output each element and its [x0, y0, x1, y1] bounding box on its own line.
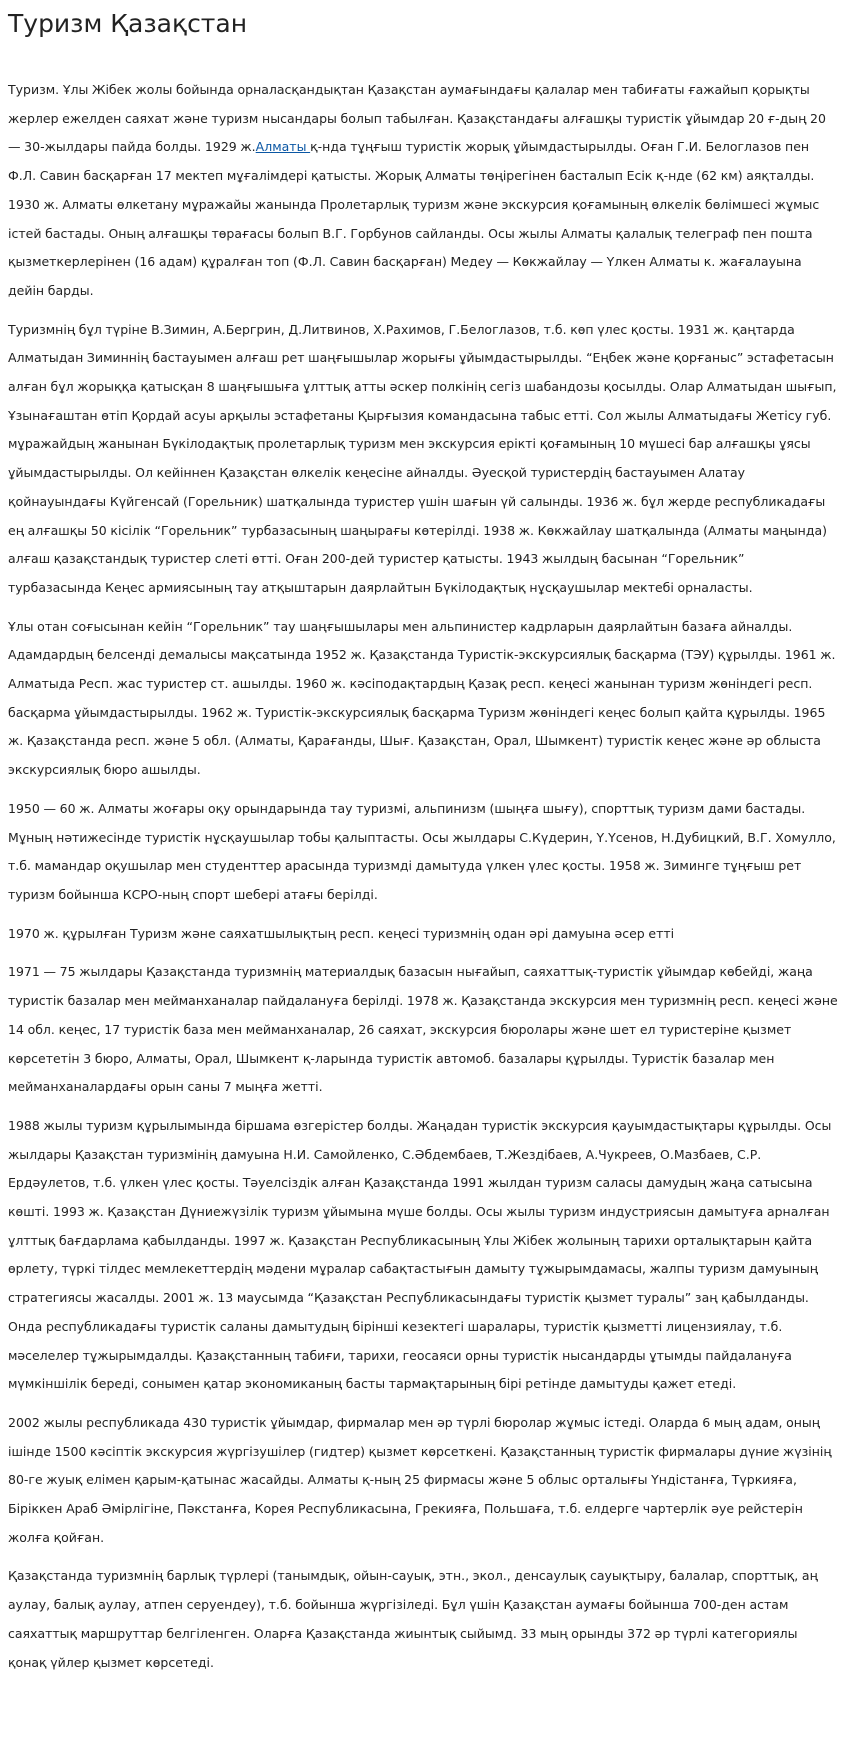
paragraph-8: 2002 жылы республикада 430 туристік ұйымдар, фирмалар мен әр түрлі бюролар жұмыс істеді. Оларда 6 мың адам, оның ішінде 1500 кәсіптік экскурсия жүргізушілер (гидтер) қызмет көрсеткені. Қазақстанның туристік фирмалары дүние жүзінің 80-ге жуық елімен қарым-қатынас жасайды. Алматы қ-ның 25 фирмасы және 5 облыс орталығы Үндістанға, Түркияға, Біріккен Араб Әмірлігіне, Пәкстанға, Корея Республикасына, Грекияға, Польшаға, т.б. елдерге чартерлік әуе рейстерін жолға қойған. — [8, 1414, 832, 1545]
article-body — [8, 76, 839, 1677]
paragraph-3: Ұлы отан соғысынан кейін “Горельник” тау шаңғышылары мен альпинистер кадрларын даярлайтын базаға айналды. Адамдардың белсенді демалысы мақсатында 1952 ж. Қазақстанда Туристік-экскурсиялық басқарма (ТЭУ) құрылды. 1961 ж. Алматыда Респ. жас туристер ст. ашылды. 1960 ж. кәсіподақтардың Қазақ респ. кеңесі жанынан туризм жөніндегі респ. басқарма ұйымдастырылды. 1962 ж. Туристік-экскурсиялық басқарма Туризм жөніндегі кеңес болып қайта құрылды. 1965 ж. Қазақстанда респ. және 5 обл. (Алматы, Қарағанды, Шығ. Қазақстан, Орал, Шымкент) туристік кеңес және әр облыста экскурсиялық бюро ашылды. — [8, 618, 836, 778]
paragraph-1-text-after: қ-нда тұңғыш туристік жорық ұйымдастырылды. Оған Г.И. Белоглазов пен Ф.Л. Савин басқарған 17 мектеп мұғалімдері қатысты. Жорық Алматы төңірегінен басталып Есік қ-нде (62 км) аяқталды. 1930 ж. Алматы өлкетану мұражайы жанында Пролетарлық туризм және экскурсия қоғамының өлкелік бөлімшесі жұмыс істей бастады. Оның алғашқы төрағасы болып В.Г. Горбунов сайланды. Осы жылы Алматы қалалық телеграф пен пошта қызметкерлерінен (16 адам) құралған топ (Ф.Л. Савин басқарған) Медеу — Көкжайлау — Үлкен Алматы к. жағалауына дейін барды. — [8, 139, 820, 298]
article-page — [0, 8, 847, 1677]
paragraph-6: 1971 — 75 жылдары Қазақстанда туризмнің материалдық базасын нығайып, саяхаттық-туристік ұйымдар көбейді, жаңа туристік базалар мен мейманханалар пайдалануға берілді. 1978 ж. Қазақстанда экскурсия мен туризмнің респ. кеңесі және 14 обл. кеңес, 17 туристік база мен мейманханалар, 26 саяхат, экскурсия бюролары және шет ел туристеріне қызмет көрсететін 3 бюро, Алматы, Орал, Шымкент қ-ларында туристік автомоб. базалары құрылды. Туристік базалар мен мейманханалардағы орын саны 7 мыңға жетті. — [8, 964, 838, 1095]
paragraph-2: Туризмнің бұл түріне В.Зимин, А.Бергрин, Д.Литвинов, Х.Рахимов, Г.Белоглазов, т.б. көп үлес қосты. 1931 ж. қаңтарда Алматыдан Зиминнің бастауымен алғаш рет шаңғышылар жорығы ұйымдастырылды. “Еңбек және қорғаныс” эстафетасын алған бұл жорыққа қатысқан 8 шаңғышыға ұлттық атты әскер полкінің сегіз шабандозы қосылды. Олар Алматыдан шығып, Ұзынағаштан өтіп Қордай асуы арқылы эстафетаны Қырғызия командасына табыс етті. Сол жылы Алматыдағы Жетісу губ. мұражайдың жанынан Бүкілодақтық пролетарлық туризм мен экскурсия ерікті қоғамының 10 мүшесі бар алғашқы ұясы ұйымдастырылды. Ол кейіннен Қазақстан өлкелік кеңесіне айналды. Әуесқой туристердің бастауымен Алатау қойнауындағы Күйгенсай (Горельник) шатқалында туристер үшін шағын үй салынды. 1936 ж. бұл жерде республикадағы ең алғашқы 50 кісілік “Горельник” турбазасының шаңырағы көтерілді. 1938 ж. Көкжайлау шатқалында (Алматы маңында) алғаш қазақстандық туристер слеті өтті. Оған 200-дей туристер қатысты. 1943 жылдың басынан “Горельник” турбазасында Кеңес армиясының тау атқыштарын даярлайтын Бүкілодақтық нұсқаушылар мектебі орналасты. — [8, 321, 837, 595]
paragraph-4: 1950 — 60 ж. Алматы жоғары оқу орындарында тау туризмі, альпинизм (шыңға шығу), спорттық туризм дами бастады. Мұның нәтижесінде туристік нұсқаушылар тобы қалыптасты. Осы жылдары С.Күдерин, Ү.Үсенов, Н.Дубицкий, В.Г. Хомулло, т.б. мамандар оқушылар мен студенттер арасында туризмді дамытуда үлкен үлес қосты. 1958 ж. Зиминге тұңғыш рет туризм бойынша КСРО-ның спорт шебері атағы берілді. — [8, 800, 836, 902]
paragraph-9: Қазақстанда туризмнің барлық түрлері (танымдық, ойын-сауық, этн., экол., денсаулық сауықтыру, балалар, спорттық, аң аулау, балық аулау, атпен серуендеу), т.б. бойынша жүргізіледі. Бұл үшін Қазақстан аумағы бойынша 700-ден астам саяхаттық маршруттар белгіленген. Оларға Қазақстанда жиынтық сыйымд. 33 мың орынды 372 әр түрлі категориялы қонақ үйлер қызмет көрсетеді. — [8, 1568, 818, 1670]
page-title: Туризм Қазақстан — [8, 9, 248, 38]
almaty-link[interactable]: Алматы — [255, 139, 311, 155]
paragraph-1-text-before: Туризм. Ұлы Жібек жолы бойында орналасқандықтан Қазақстан аумағындағы қалалар мен табиғаты ғажайып қорықты жерлер ежелден саяхат және туризм нысандары болып табылған. Қазақстандағы алғашқы туристік ұйымдар 20 ғ-дың 20 — 30-жылдары пайда болды. 1929 ж. — [8, 82, 826, 155]
paragraph-5: 1970 ж. құрылған Туризм және саяхатшылықтың респ. кеңесі туризмнің одан әрі дамуына әсер етті — [8, 925, 675, 941]
paragraph-7: 1988 жылы туризм құрылымында біршама өзгерістер болды. Жаңадан туристік экскурсия қауымдастықтары құрылды. Осы жылдары Қазақстан туризмінің дамуына Н.И. Самойленко, С.Әбдембаев, Т.Жездібаев, А.Чукреев, О.Мазбаев, С.Р. Ердәулетов, т.б. үлкен үлес қосты. Тәуелсіздік алған Қазақстанда 1991 жылдан туризм саласы дамудың жаңа сатысына көшті. 1993 ж. Қазақстан Дүниежүзілік туризм ұйымына мүше болды. Осы жылы туризм индустриясын дамытуға арналған ұлттық бағдарлама қабылданды. 1997 ж. Қазақстан Республикасының Ұлы Жібек жолының тарихи орталықтарын қайта өрлету, түркі тілдес мемлекеттердің мәдени мұралар сабақтастығын дамыту тұжырымдамасы, жалпы туризм дамуының стратегиясы жасалды. 2001 ж. 13 маусымда “Қазақстан Республикасындағы туристік қызмет туралы” заң қабылданды. Онда республикадағы туристік саланы дамытудың бірінші кезектегі шаралары, туристік қызметті лицензиялау, т.б. мәселелер тұжырымдалды. Қазақстанның табиғи, тарихи, геосаяси орны туристік нысандарды ұтымды пайдалануға мүмкіншілік береді, сонымен қатар экономиканың басты тармақтарының бірі ретінде дамытуды қажет етеді. — [8, 1117, 832, 1392]
paragraph-1 — [8, 76, 839, 306]
